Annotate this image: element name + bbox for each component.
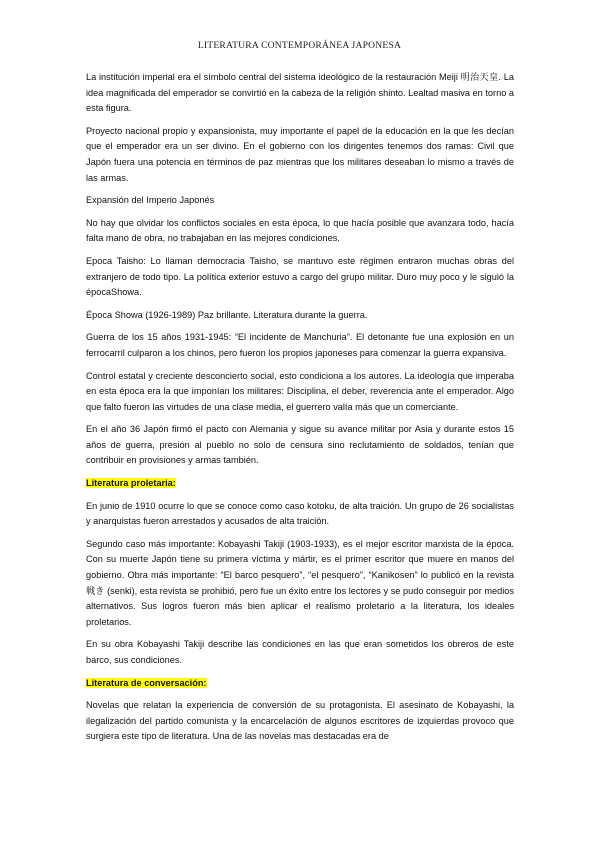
page-header: LITERATURA CONTEMPORÁNEA JAPONESA <box>197 40 402 51</box>
section-heading-wrap <box>86 476 514 492</box>
paragraph-national-project: Proyecto nacional propio y expansionista, muy importante el papel de la educación en la que les decían que el emperador era un ser divino. En el gobierno con los dirigentes tenemos dos ramas: Civil que Japón fuera una potencia en términos de paz mientras que los militares deseaban lo mismo a través de las armas. <box>86 125 514 183</box>
paragraph-kotoku: En junio de 1910 ocurre lo que se conoce como caso kotoku, de alta traición. Un grupo de 26 socialistas y anarquistas fueron arrestados y acusados de alta traición. <box>86 500 514 527</box>
paragraph-conversion-novels: Novelas que relatan la experiencia de conversión de su protagonista. El asesinato de Kobayashi, la ilegalización del partido comunista y la encarcelación de algunos escritores de izquierdas provoco que surgiera este tipo de literatura. Una de las novelas mas destacadas era de <box>86 700 514 742</box>
section-heading-conversion: Literatura de conversación: <box>86 677 207 688</box>
paragraph-kobayashi-work: En su obra Kobayashi Takiji describe las condiciones en las que eran sometidos los obreros de este barco, sus condiciones. <box>86 639 514 665</box>
paragraph-showa: Época Showa (1926-1989) Paz brillante. Literatura durante la guerra. <box>86 309 368 320</box>
paragraph-state-control: Control estatal y creciente desconcierto social, esto condiciona a los autores. La ideología que imperaba en esta época era la que imponían los militares: Disciplina, el deber, reverencia ante el emperador. Algo que falto fueron las virtudes de una clase media, el guerrero valía más que un comerciante. <box>86 370 514 412</box>
paragraph-social-conflicts: No hay que olvidar los conflictos sociales en esta época, lo que hacía posible que avanzara todo, hacía falta mano de obra, no trabajaban en las mejores condiciones. <box>86 217 514 244</box>
section-heading-wrap <box>86 676 514 692</box>
paragraph-meiji: La institución imperial era el símbolo central del sistema ideológico de la restauración Meiji 明治天皇. La idea magnificada del emperador se convirtió en la cabeza de la religión shinto. Lealtad masiva en torno a esta figura. <box>86 72 514 114</box>
section-heading-proletarian: Literatura proletaria: <box>86 478 176 489</box>
paragraph-expansion-heading: Expansión del Imperio Japonés <box>86 195 215 206</box>
paragraph-pact-germany: En el año 36 Japón firmó el pacto con Alemania y sigue su avance militar por Asia y durante estos 15 años de guerra, presión al pueblo no solo de censura sino reclutamiento de soldados, tenían que contribuir en provisiones y armas también. <box>86 424 514 466</box>
document-body <box>86 70 514 752</box>
paragraph-15-years-war: Guerra de los 15 años 1931-1945: “El incidente de Manchuria”. El detonante fue una explosión en un ferrocarril culparon a los chinos, pero fueron los propios japoneses para comenzar la guerra expansiva. <box>86 332 514 358</box>
paragraph-taisho: Epoca Taisho: Lo llaman democracia Taisho, se mantuvo este régimen entraron muchas obras del extranjero de todo tipo. La política exterior estuvo a cargo del grupo militar. Duro muy poco y le siguió la épocaShowa. <box>86 255 514 298</box>
paragraph-kobayashi: Segundo caso más importante: Kobayashi Takiji (1903-1933), es el mejor escritor marxista de la época. Con su muerte Japón tiene su primera víctima y mártir, es el primer escritor que muere en manos del gobierno. Obra más importante: “El barco pesquero”, “el pesquero”, “Kanikosen” lo publicó en la revista 戦き (senki), esta revista se prohibió, pero fue un éxito entre los lectores y se pudo conseguir por medios alternativos. Sus logros fueron más bien aplicar el realismo proletario a la literatura, los ideales proletarios. <box>86 538 514 627</box>
